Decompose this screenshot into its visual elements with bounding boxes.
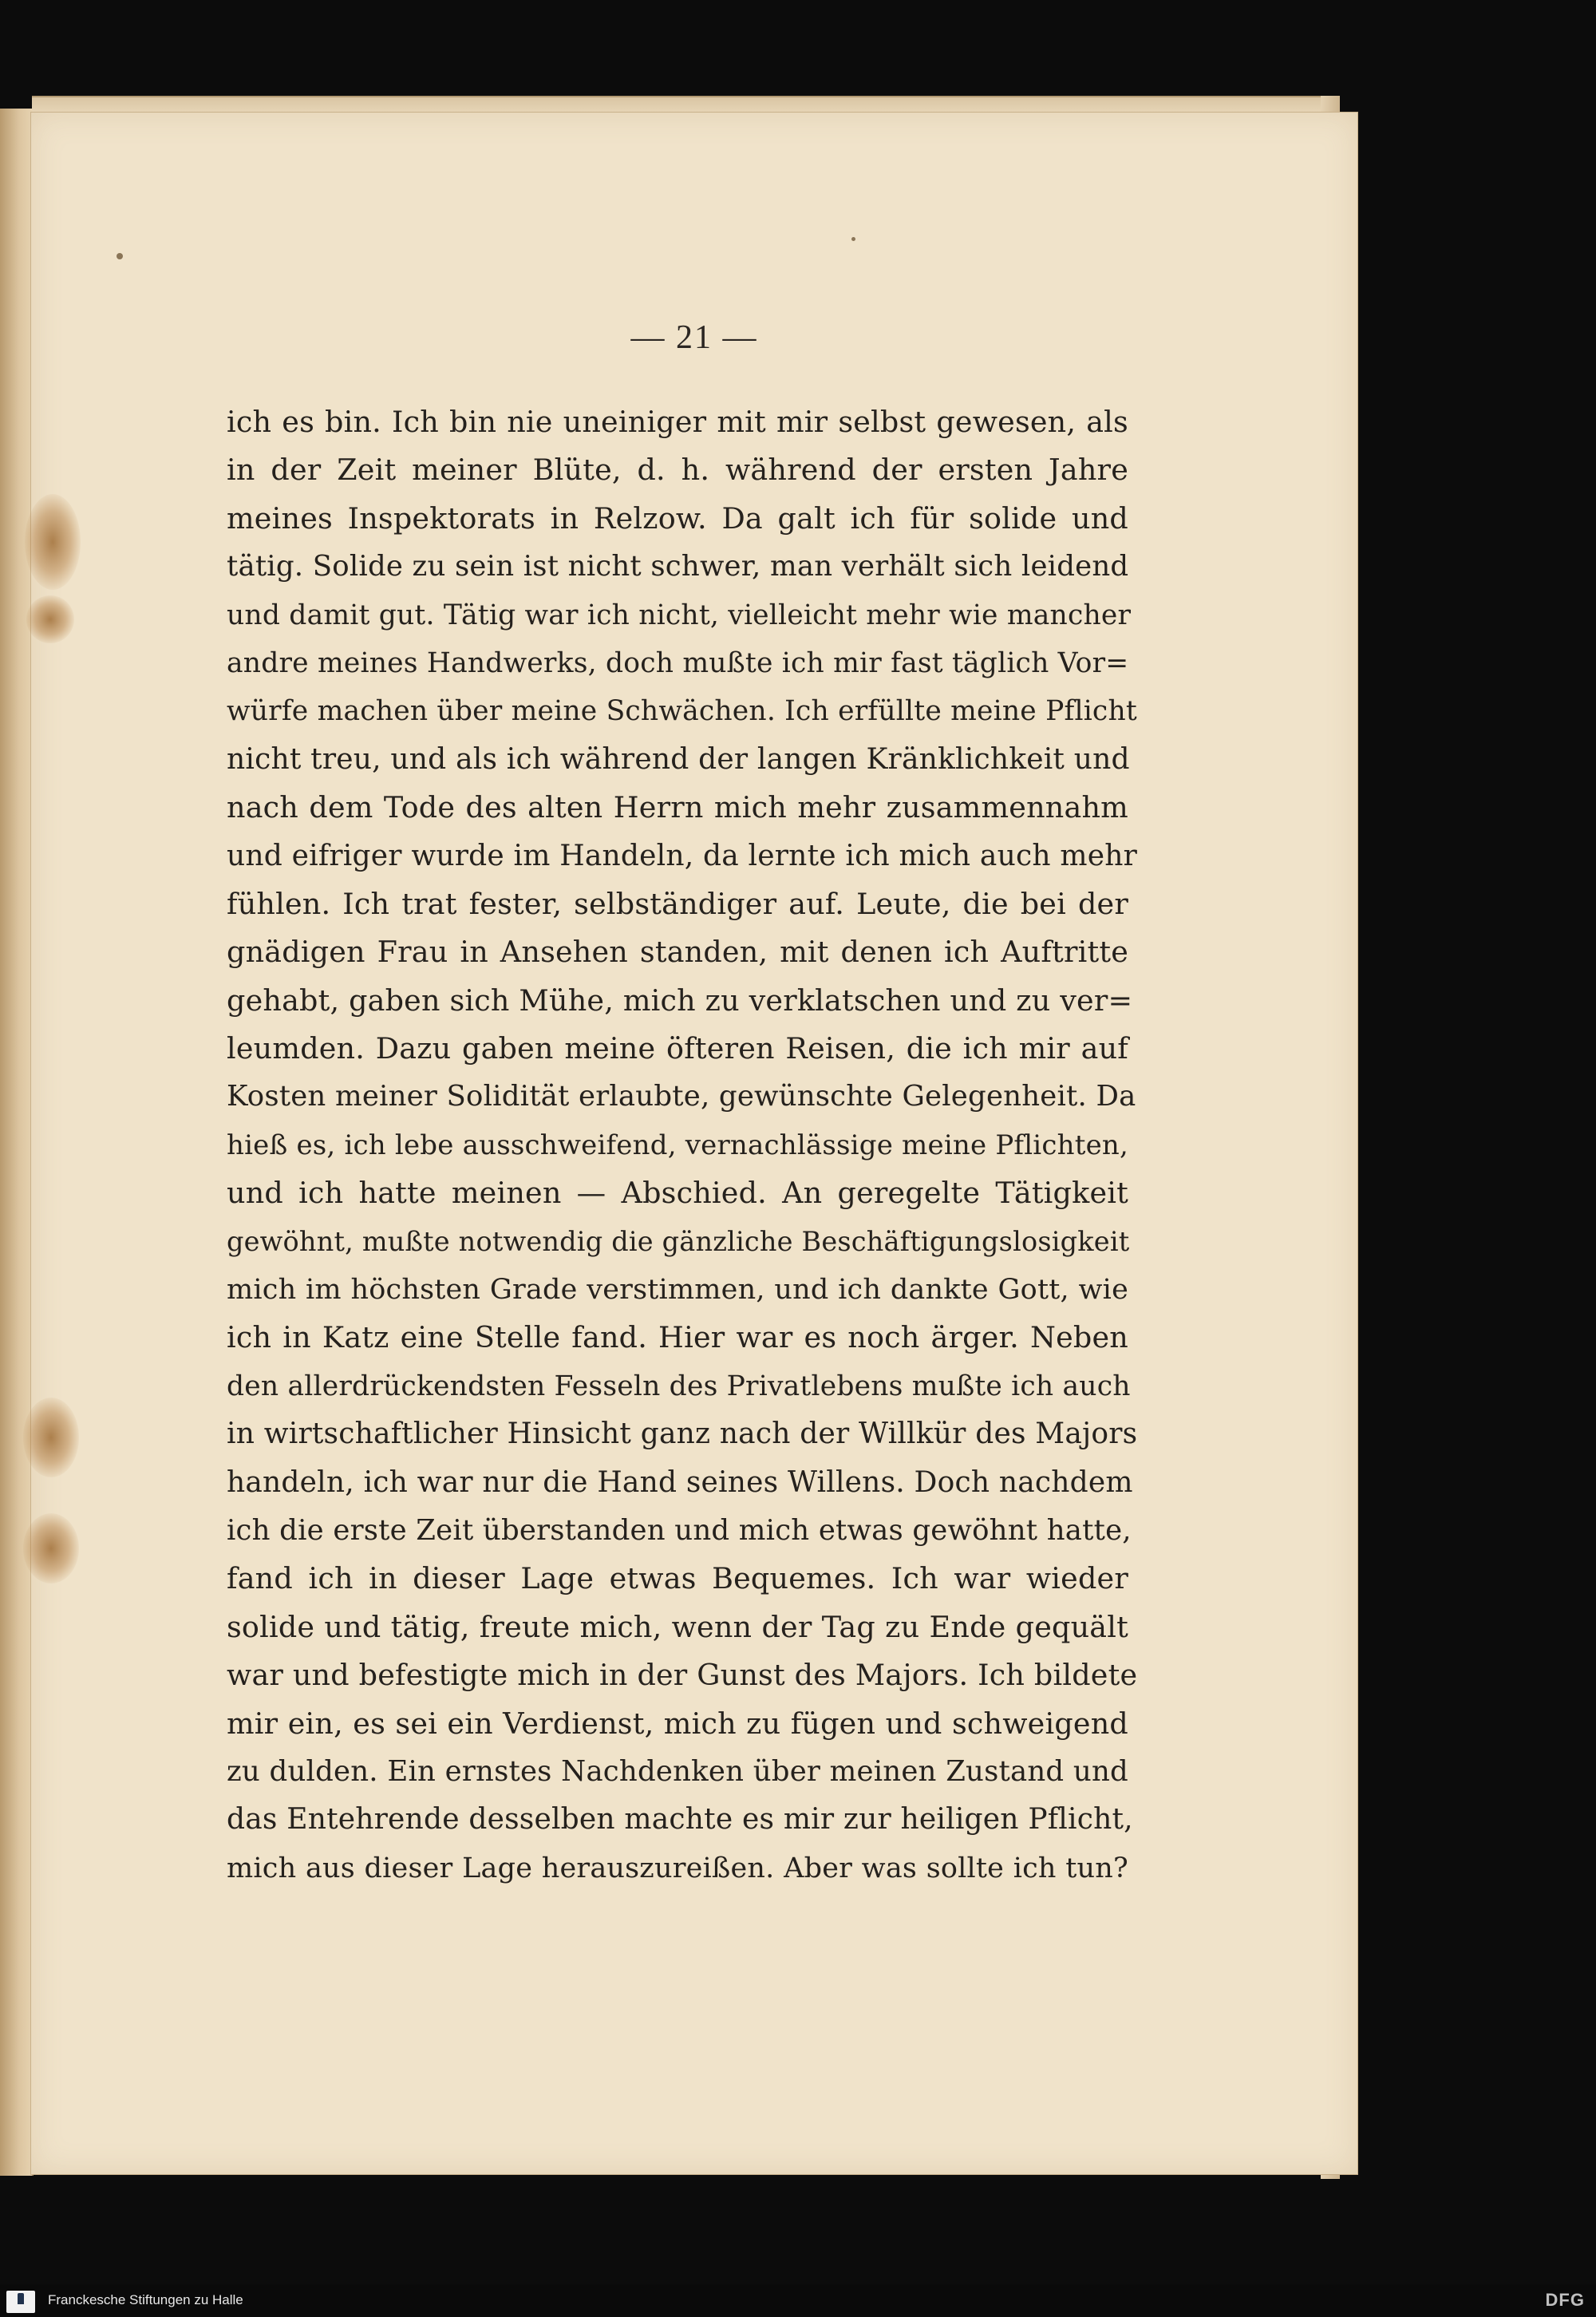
text-line: mich im höchsten Grade verstimmen, und ich dankte Gott, wie xyxy=(227,1274,1128,1307)
text-line: fand ich in dieser Lage etwas Bequemes. Ich war wieder xyxy=(227,1561,1128,1596)
body-text xyxy=(227,398,1138,1892)
text-line: ich es bin. Ich bin nie uneiniger mit mir selbst gewesen, als xyxy=(227,405,1128,439)
page-stack-top xyxy=(32,96,1325,113)
text-line: in der Zeit meiner Blüte, d. h. während der ersten Jahre xyxy=(227,453,1128,488)
text-line: ich die erste Zeit überstanden und mich etwas gewöhnt hatte, xyxy=(227,1513,1132,1547)
text-line: Kosten meiner Solidität erlaubte, gewünschte Gelegenheit. Da xyxy=(227,1080,1136,1113)
building-icon xyxy=(18,2293,24,2304)
dfg-logo: DFG xyxy=(1545,2290,1585,2310)
page-number: — 21 — xyxy=(630,319,758,356)
text-line: ich in Katz eine Stelle fand. Hier war es noch ärger. Neben xyxy=(227,1320,1128,1355)
dust-speck xyxy=(851,237,855,241)
text-line: handeln, ich war nur die Hand seines Willens. Doch nachdem xyxy=(227,1465,1133,1499)
institution-logo-icon xyxy=(6,2291,35,2313)
foxing-stain xyxy=(23,1513,79,1584)
text-line: hieß es, ich lebe ausschweifend, vernachlässige meine Pflichten, xyxy=(227,1129,1128,1161)
text-line: mir ein, es sei ein Verdienst, mich zu fügen und schweigend xyxy=(227,1706,1128,1741)
text-line: und damit gut. Tätig war ich nicht, vielleicht mehr wie mancher xyxy=(227,599,1132,631)
foxing-stain xyxy=(25,494,81,590)
text-line: nicht treu, und als ich während der langen Kränklichkeit und xyxy=(227,742,1130,776)
text-line: war und befestigte mich in der Gunst des Majors. Ich bildete xyxy=(227,1658,1138,1693)
dust-speck xyxy=(117,253,123,259)
text-line: tätig. Solide zu sein ist nicht schwer, man verhält sich leidend xyxy=(227,550,1129,583)
facing-page-edge xyxy=(0,109,34,2176)
text-line: das Entehrende desselben machte es mir zur heiligen Pflicht, xyxy=(227,1803,1133,1837)
book-page xyxy=(30,112,1358,2175)
text-line: den allerdrückendsten Fesseln des Privatlebens mußte ich auch xyxy=(227,1370,1131,1402)
text-line: nach dem Tode des alten Herrn mich mehr zusammennahm xyxy=(227,790,1128,825)
text-line: andre meines Handwerks, doch mußte ich mir fast täglich Vor= xyxy=(227,646,1129,679)
text-line: gewöhnt, mußte notwendig die gänzliche Beschäftigungslosigkeit xyxy=(227,1225,1130,1257)
text-line: gehabt, gaben sich Mühe, mich zu verklatschen und zu ver= xyxy=(227,983,1133,1018)
text-line: mich aus dieser Lage herauszureißen. Aber was sollte ich tun? xyxy=(227,1852,1128,1884)
text-line: solide und tätig, freute mich, wenn der Tag zu Ende gequält xyxy=(227,1609,1128,1644)
text-line: meines Inspektorats in Relzow. Da galt ich für solide und xyxy=(227,500,1128,536)
text-line: würfe machen über meine Schwächen. Ich erfüllte meine Pflicht xyxy=(227,695,1137,728)
text-line: gnädigen Frau in Ansehen standen, mit denen ich Auftritte xyxy=(227,935,1128,970)
text-line: zu dulden. Ein ernstes Nachdenken über meinen Zustand und xyxy=(227,1754,1128,1788)
text-line: leumden. Dazu gaben meine öfteren Reisen, die ich mir auf xyxy=(227,1031,1128,1066)
institution-name: Franckesche Stiftungen zu Halle xyxy=(48,2292,243,2307)
viewer-footer xyxy=(0,2284,1596,2317)
text-line: und eifriger wurde im Handeln, da lernte ich mich auch mehr xyxy=(227,839,1138,872)
text-line: in wirtschaftlicher Hinsicht ganz nach der Willkür des Majors xyxy=(227,1417,1138,1451)
text-line: und ich hatte meinen — Abschied. An geregelte Tätigkeit xyxy=(227,1176,1128,1211)
foxing-stain xyxy=(26,595,74,643)
text-line: fühlen. Ich trat fester, selbständiger auf. Leute, die bei der xyxy=(227,886,1128,921)
foxing-stain xyxy=(23,1398,79,1477)
